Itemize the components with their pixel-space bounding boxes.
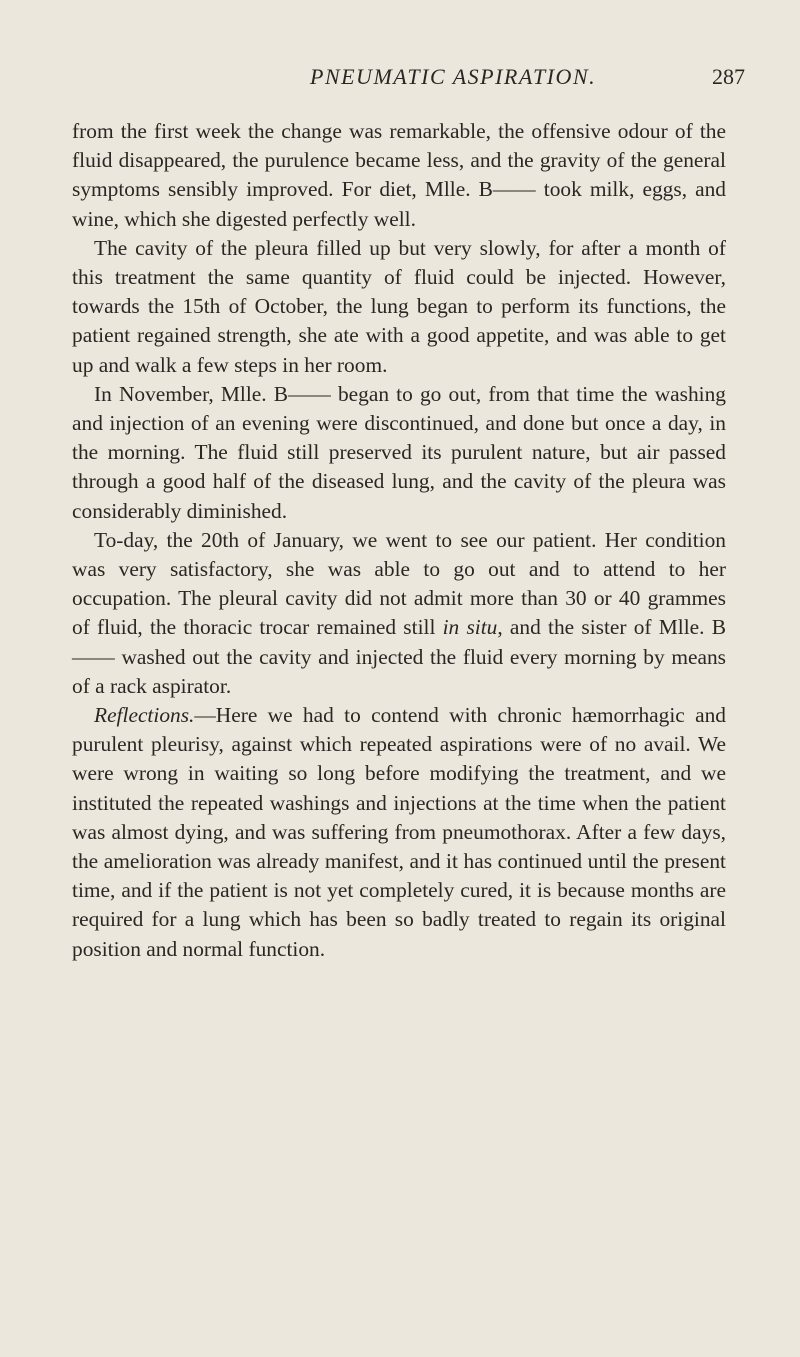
paragraph-text: from the first week the change was remarkable, the offensive odour of the fluid disappeared, the purulence became less, and the gravity of the general symptoms sensibly improved. For diet, Mlle. B—— took milk, eggs, and wine, which she digested perfectly well. [72,119,726,231]
paragraph-text: The cavity of the pleura filled up but very slowly, for after a month of this treatment the same quantity of fluid could be injected. However, towards the 15th of October, the lung began to perform its functions, the patient regained strength, she ate with a good appetite, and was able to get up and walk a few steps in her room. [72,235,726,377]
paragraph-pleura-cavity [72,234,726,380]
paragraph-continuation [72,117,726,234]
paragraph-text: , and the sister of Mlle. B—— washed out the cavity and injected the fluid every morning by means of a rack aspirator. [72,615,726,698]
paragraph-to-day [72,526,726,701]
italic-phrase: in situ [442,615,498,640]
running-title: PNEUMATIC ASPIRATION. [310,64,597,89]
running-head [0,60,800,100]
section-lead: Reflections. [94,703,195,728]
paragraph-text: —Here we had to contend with chronic hæmorrhagic and purulent pleurisy, against which repeated aspirations were of no avail. We were wrong in waiting so long before modifying the treatment, and we instituted the repeated washings and injections at the time when the patient was almost dying, and was suffering from pneumothorax. After a few days, the amelioration was already manifest, and it has continued until the present time, and if the patient is not yet completely cured, it is because months are required for a lung which has been so badly treated to regain its original position and normal function. [72,703,726,961]
paragraph-november [72,380,726,526]
paragraph-reflections [72,701,726,964]
page-number: 287 [712,64,745,89]
paragraph-text: To-day, the 20th of January, we went to see our patient. Her condition was very satisfactory, she was able to go out and to attend to her occupation. The pleural cavity did not admit more than 30 or 40 grammes of fluid, the thoracic trocar remained still [72,527,726,640]
paragraph-text: In November, Mlle. B—— began to go out, from that time the washing and injection of an evening were discontinued, and done but once a day, in the morning. The fluid still preserved its purulent nature, but air passed through a good half of the diseased lung, and the cavity of the pleura was considerably diminished. [72,381,726,523]
body-text [72,117,726,964]
